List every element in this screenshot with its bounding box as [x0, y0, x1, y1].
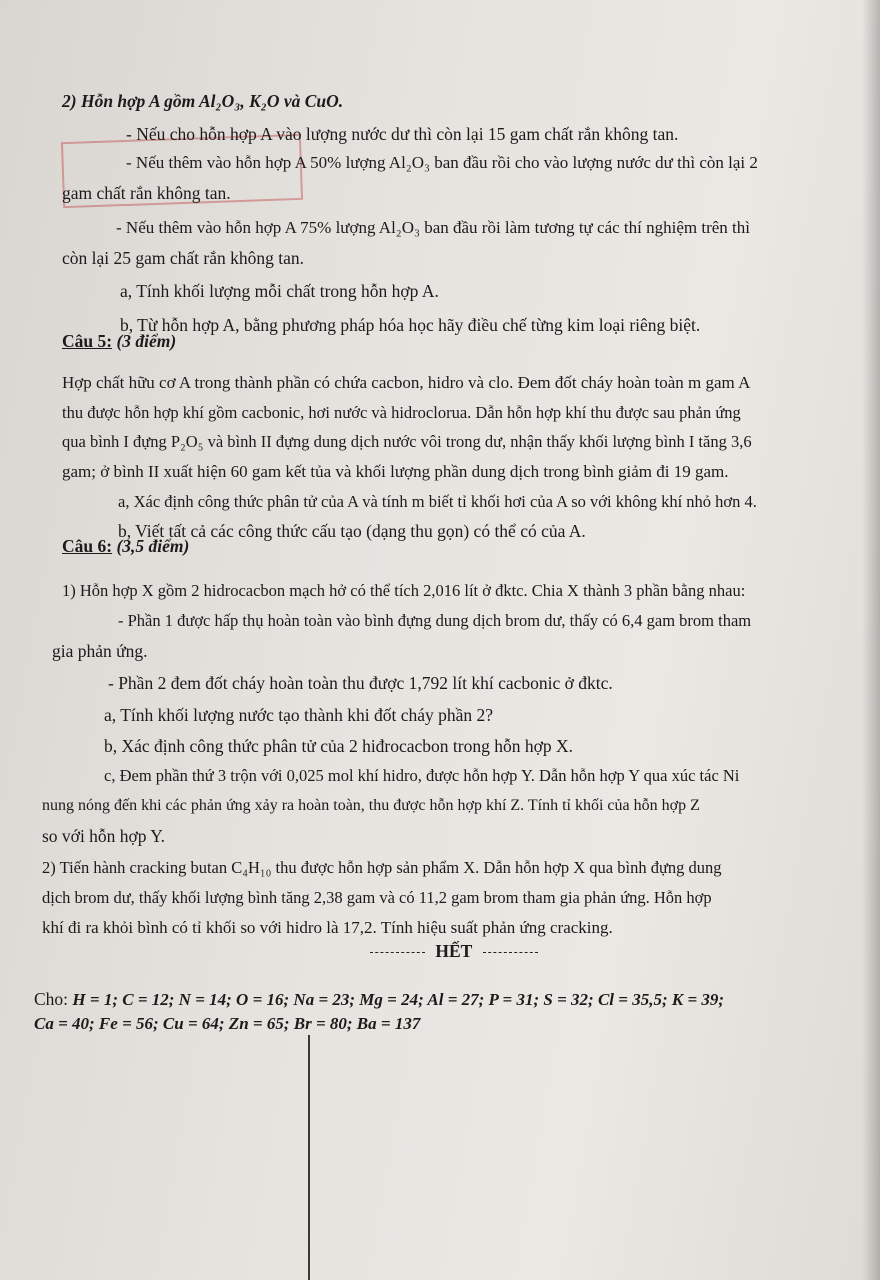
q2-line-5: còn lại 25 gam chất rắn không tan.: [62, 248, 305, 268]
given-label: Cho:: [34, 989, 69, 1009]
q5-line-5: a, Xác định công thức phân tử của A và tính m biết tỉ khối hơi của A so với không khí nhỏ hơn 4.: [118, 492, 757, 511]
q6-heading-row: [62, 535, 189, 557]
q5-points: (3 điểm): [116, 331, 177, 351]
q6-heading: Câu 6:: [62, 536, 113, 556]
q6-line-11: dịch brom dư, thấy khối lượng bình tăng 2,38 gam và có 11,2 gam brom tham gia phản ứng. Hỗn hợp: [42, 888, 712, 907]
q6-line-9: so với hỗn hợp Y.: [42, 826, 166, 846]
end-marker: [370, 940, 538, 962]
q5-line-3: qua bình I đựng P₂O₅ và bình II đựng dung dịch nước vôi trong dư, nhận thấy khối lượng bình I tăng 3,6: [62, 432, 752, 451]
q5-line-6: b, Viết tất cả các công thức cấu tạo (dạng thu gọn) có thể có của A.: [118, 521, 586, 541]
q2-line-1: - Nếu cho hỗn hợp A vào lượng nước dư thì còn lại 15 gam chất rắn không tan.: [126, 124, 679, 144]
q5-heading: Câu 5:: [62, 331, 113, 351]
q6-points: (3,5 điểm): [116, 536, 190, 556]
given-line-2: Ca = 40; Fe = 56; Cu = 64; Zn = 65; Br = 80; Ba = 137: [34, 1014, 421, 1033]
q6-line-12: khí đi ra khỏi bình có tỉ khối so với hidro là 17,2. Tính hiệu suất phản ứng cracking.: [42, 918, 613, 937]
q5-line-2: thu được hỗn hợp khí gồm cacbonic, hơi nước và hidroclorua. Dẫn hỗn hợp khí thu được sau phản ứng: [62, 403, 741, 422]
q5-line-1: Hợp chất hữu cơ A trong thành phần có chứa cacbon, hidro và clo. Đem đốt cháy hoàn toàn m gam A: [62, 373, 751, 392]
page-edge-shadow: [862, 0, 880, 1280]
q2-line-6: a, Tính khối lượng mỗi chất trong hỗn hợp A.: [120, 281, 439, 301]
q5-line-4: gam; ở bình II xuất hiện 60 gam kết tủa và khối lượng phần dung dịch trong bình giảm đi 19 gam.: [62, 462, 729, 481]
q5-heading-row: [62, 330, 176, 352]
q6-line-3: gia phản ứng.: [52, 641, 148, 661]
end-dash-right: [483, 952, 538, 953]
q6-line-10: 2) Tiến hành cracking butan C₄H₁₀ thu được hỗn hợp sản phẩm X. Dẫn hỗn hợp X qua bình đựng dung: [42, 858, 722, 877]
q6-line-7: c, Đem phần thứ 3 trộn với 0,025 mol khí hidro, được hỗn hợp Y. Dẫn hỗn hợp Y qua xúc tác Ni: [104, 766, 740, 785]
q2-line-4: - Nếu thêm vào hỗn hợp A 75% lượng Al₂O₃ ban đầu rồi làm tương tự các thí nghiệm trên thì: [116, 218, 750, 237]
end-dash-left: [370, 952, 425, 953]
q6-line-6: b, Xác định công thức phân tử của 2 hiđrocacbon trong hỗn hợp X.: [104, 736, 574, 756]
given-line-1: H = 1; C = 12; N = 14; O = 16; Na = 23; Mg = 24; Al = 27; P = 31; S = 32; Cl = 35,5; K = 39;: [72, 990, 725, 1009]
q6-line-4: - Phần 2 đem đốt cháy hoàn toàn thu được 1,792 lít khí cacbonic ở đktc.: [108, 673, 613, 693]
given-row-1: [34, 988, 724, 1011]
q2-line-3: gam chất rắn không tan.: [62, 183, 231, 203]
q2-line-7: b, Từ hỗn hợp A, bằng phương pháp hóa học hãy điều chế từng kim loại riêng biệt.: [120, 315, 701, 335]
end-text: HẾT: [435, 941, 473, 961]
q6-line-5: a, Tính khối lượng nước tạo thành khi đốt cháy phần 2?: [104, 705, 494, 725]
q6-line-1: 1) Hỗn hợp X gồm 2 hidrocacbon mạch hở có thể tích 2,016 lít ở đktc. Chia X thành 3 phần bằng nhau:: [62, 581, 746, 600]
q6-line-2: - Phần 1 được hấp thụ hoàn toàn vào bình đựng dung dịch brom dư, thấy có 6,4 gam brom tham: [118, 611, 752, 630]
pencil-margin-line: [308, 1035, 310, 1280]
q2-title: 2) Hỗn hợp A gồm Al₂O₃, K₂O và CuO.: [62, 91, 344, 111]
q2-line-2: - Nếu thêm vào hỗn hợp A 50% lượng Al₂O₃ ban đầu rồi cho vào lượng nước dư thì còn lại 2: [126, 153, 758, 172]
q6-line-8: nung nóng đến khi các phản ứng xảy ra hoàn toàn, thu được hỗn hợp khí Z. Tính tỉ khối của hỗn hợp Z: [42, 797, 700, 814]
